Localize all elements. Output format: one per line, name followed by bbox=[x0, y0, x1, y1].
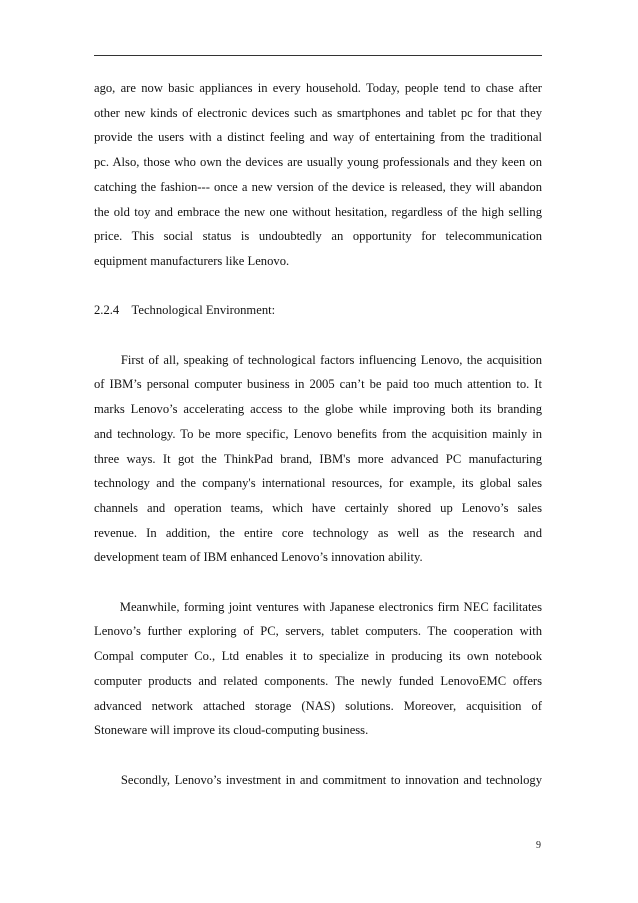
text-line: computer products and related components. The newly funded LenovoEMC offers bbox=[94, 673, 542, 688]
paragraph-ibm-acquisition bbox=[94, 348, 542, 570]
text-line: channels and operation teams, which have certainly shored up Lenovo’s sales bbox=[94, 500, 542, 515]
text-line: technology and the company's international resources, for example, its global sales bbox=[94, 476, 542, 491]
paragraph-spacer bbox=[94, 274, 542, 299]
section-heading: 2.2.4 Technological Environment: bbox=[94, 303, 276, 318]
paragraph-spacer bbox=[94, 323, 542, 348]
text-line: of IBM’s personal computer business in 2005 can’t be paid too much attention to. It bbox=[94, 377, 542, 392]
paragraph-social-trends bbox=[94, 76, 542, 274]
text-line: marks Lenovo’s accelerating access to the globe while improving both its branding bbox=[94, 402, 542, 417]
text-line: three ways. It got the ThinkPad brand, IBM's more advanced PC manufacturing bbox=[94, 451, 542, 466]
text-line: Compal computer Co., Ltd enables it to specialize in producing its own notebook bbox=[94, 649, 542, 664]
text-line: development team of IBM enhanced Lenovo’s innovation ability. bbox=[94, 550, 423, 565]
text-line: other new kinds of electronic devices such as smartphones and tablet pc for that they bbox=[94, 105, 542, 120]
text-line: advanced network attached storage (NAS) solutions. Moreover, acquisition of bbox=[94, 698, 542, 713]
text-line: ago, are now basic appliances in every household. Today, people tend to chase after bbox=[94, 81, 542, 95]
text-line: First of all, speaking of technological factors influencing Lenovo, the acquisition bbox=[94, 352, 542, 367]
page-number: 9 bbox=[536, 840, 541, 851]
paragraph-spacer bbox=[94, 570, 542, 595]
text-line: the old toy and embrace the new one without hesitation, regardless of the high selling bbox=[94, 204, 542, 219]
text-line: Meanwhile, forming joint ventures with Japanese electronics firm NEC facilitates bbox=[94, 599, 542, 614]
text-line: Secondly, Lenovo’s investment in and commitment to innovation and technology bbox=[94, 772, 542, 787]
page-body bbox=[94, 76, 542, 792]
text-line: catching the fashion--- once a new version of the device is released, they will abandon bbox=[94, 179, 542, 194]
text-line: and technology. To be more specific, Lenovo benefits from the acquisition mainly in bbox=[94, 426, 542, 441]
text-line: equipment manufacturers like Lenovo. bbox=[94, 253, 290, 268]
text-line: price. This social status is undoubtedly an opportunity for telecommunication bbox=[94, 229, 542, 244]
paragraph-spacer bbox=[94, 743, 542, 768]
header-rule bbox=[94, 55, 542, 56]
text-line: pc. Also, those who own the devices are usually young professionals and they keen on bbox=[94, 155, 542, 170]
text-line: revenue. In addition, the entire core technology as well as the research and bbox=[94, 525, 542, 540]
paragraph-joint-ventures bbox=[94, 595, 542, 743]
text-line: Stoneware will improve its cloud-computing business. bbox=[94, 723, 369, 738]
text-line: Lenovo’s further exploring of PC, servers, tablet computers. The cooperation with bbox=[94, 624, 542, 639]
text-line: provide the users with a distinct feeling and way of entertaining from the traditional bbox=[94, 130, 542, 145]
paragraph-innovation-investment bbox=[94, 768, 542, 793]
